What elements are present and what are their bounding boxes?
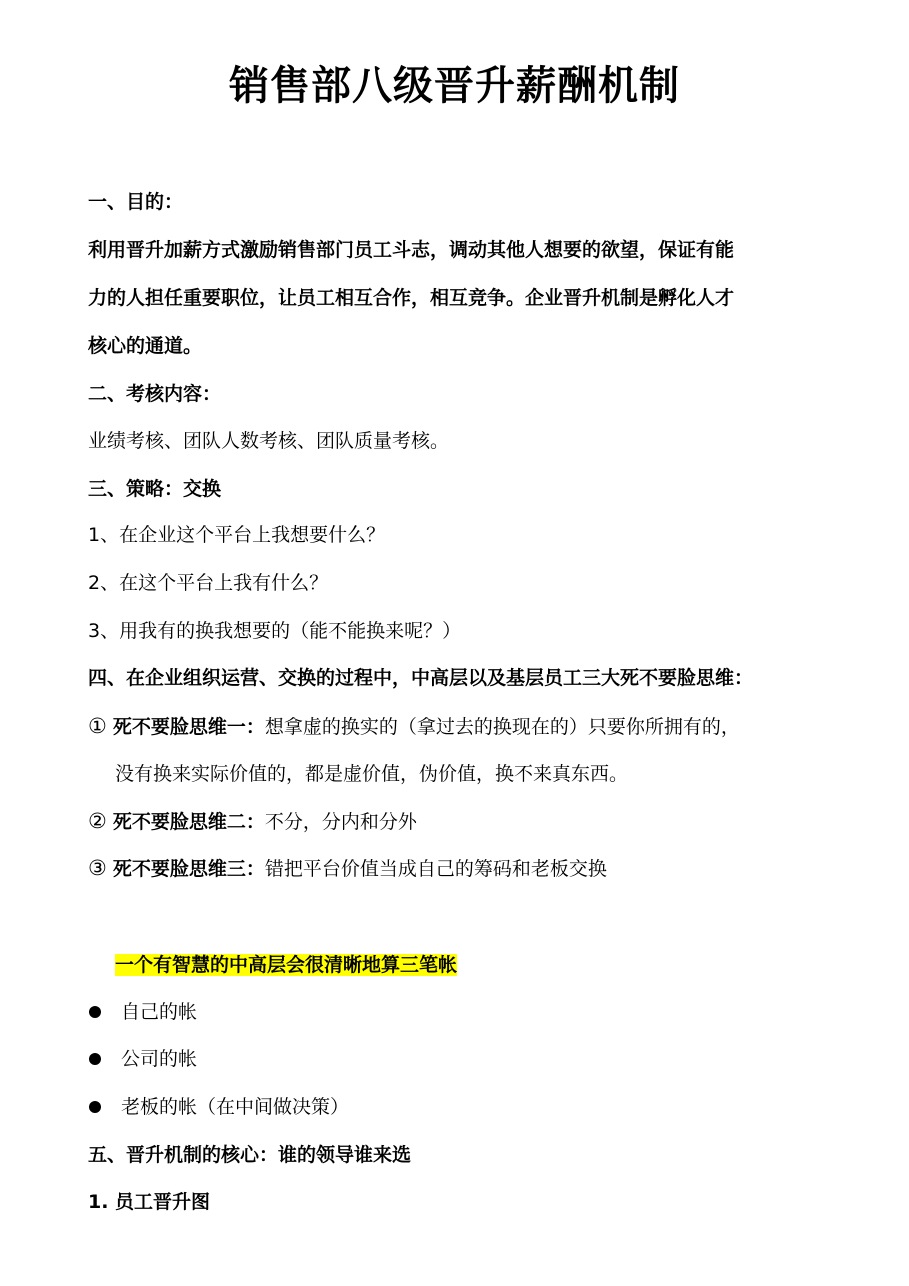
circled-number: ① bbox=[88, 714, 107, 738]
section-1-heading: 一、目的： bbox=[88, 191, 184, 213]
bullet-icon bbox=[89, 1006, 101, 1018]
section-3-item-1: 1、在企业这个平台上我想要什么？ bbox=[88, 524, 386, 546]
section-3-heading: 三、策略：交换 bbox=[88, 478, 222, 500]
item-label: 死不要脸思维一： bbox=[112, 716, 265, 738]
highlight-line bbox=[115, 952, 457, 978]
circled-number: ② bbox=[88, 809, 107, 833]
section-3-item-3: 3、用我有的换我想要的（能不能换来呢？） bbox=[88, 620, 462, 642]
section-4-item-3 bbox=[88, 855, 607, 882]
section-1-paragraph-line-2: 力的人担任重要职位，让员工相互合作，相互竞争。企业晋升机制是孵化人才 bbox=[88, 287, 735, 309]
highlighted-text: 一个有智慧的中高层会很清晰地算三笔帐 bbox=[115, 954, 458, 976]
item-text: 不分，分内和分外 bbox=[264, 811, 417, 833]
section-1-paragraph-line-1: 利用晋升加薪方式激励销售部门员工斗志，调动其他人想要的欲望，保证有能 bbox=[88, 239, 735, 261]
circled-number: ③ bbox=[88, 856, 107, 880]
section-5-subheading: 1. 员工晋升图 bbox=[88, 1191, 211, 1213]
bullet-item-2: 公司的帐 bbox=[121, 1048, 198, 1070]
section-3-item-2: 2、在这个平台上我有什么？ bbox=[88, 572, 329, 594]
document-title: 销售部八级晋升薪酬机制 bbox=[229, 63, 680, 109]
section-4-item-1-continuation: 没有换来实际价值的，都是虚价值，伪价值，换不来真东西。 bbox=[115, 763, 629, 785]
section-4-item-2 bbox=[88, 808, 417, 835]
section-1-paragraph-line-3: 核心的通道。 bbox=[88, 335, 203, 357]
bullet-icon bbox=[89, 1053, 101, 1065]
section-2-body: 业绩考核、团队人数考核、团队质量考核。 bbox=[88, 430, 450, 452]
bullet-item-3: 老板的帐（在中间做决策） bbox=[121, 1096, 350, 1118]
section-5-heading: 五、晋升机制的核心：谁的领导谁来选 bbox=[88, 1144, 412, 1166]
item-text: 想拿虚的换实的（拿过去的换现在的）只要你所拥有的， bbox=[264, 716, 740, 738]
bullet-item-1: 自己的帐 bbox=[121, 1001, 198, 1023]
section-4-heading: 四、在企业组织运营、交换的过程中，中高层以及基层员工三大死不要脸思维： bbox=[88, 667, 754, 689]
section-4-item-1 bbox=[88, 713, 740, 740]
section-2-heading: 二、考核内容： bbox=[88, 383, 222, 405]
bullet-icon bbox=[89, 1101, 101, 1113]
item-text: 错把平台价值当成自己的筹码和老板交换 bbox=[264, 858, 607, 880]
item-label: 死不要脸思维二： bbox=[112, 811, 265, 833]
item-label: 死不要脸思维三： bbox=[112, 858, 265, 880]
